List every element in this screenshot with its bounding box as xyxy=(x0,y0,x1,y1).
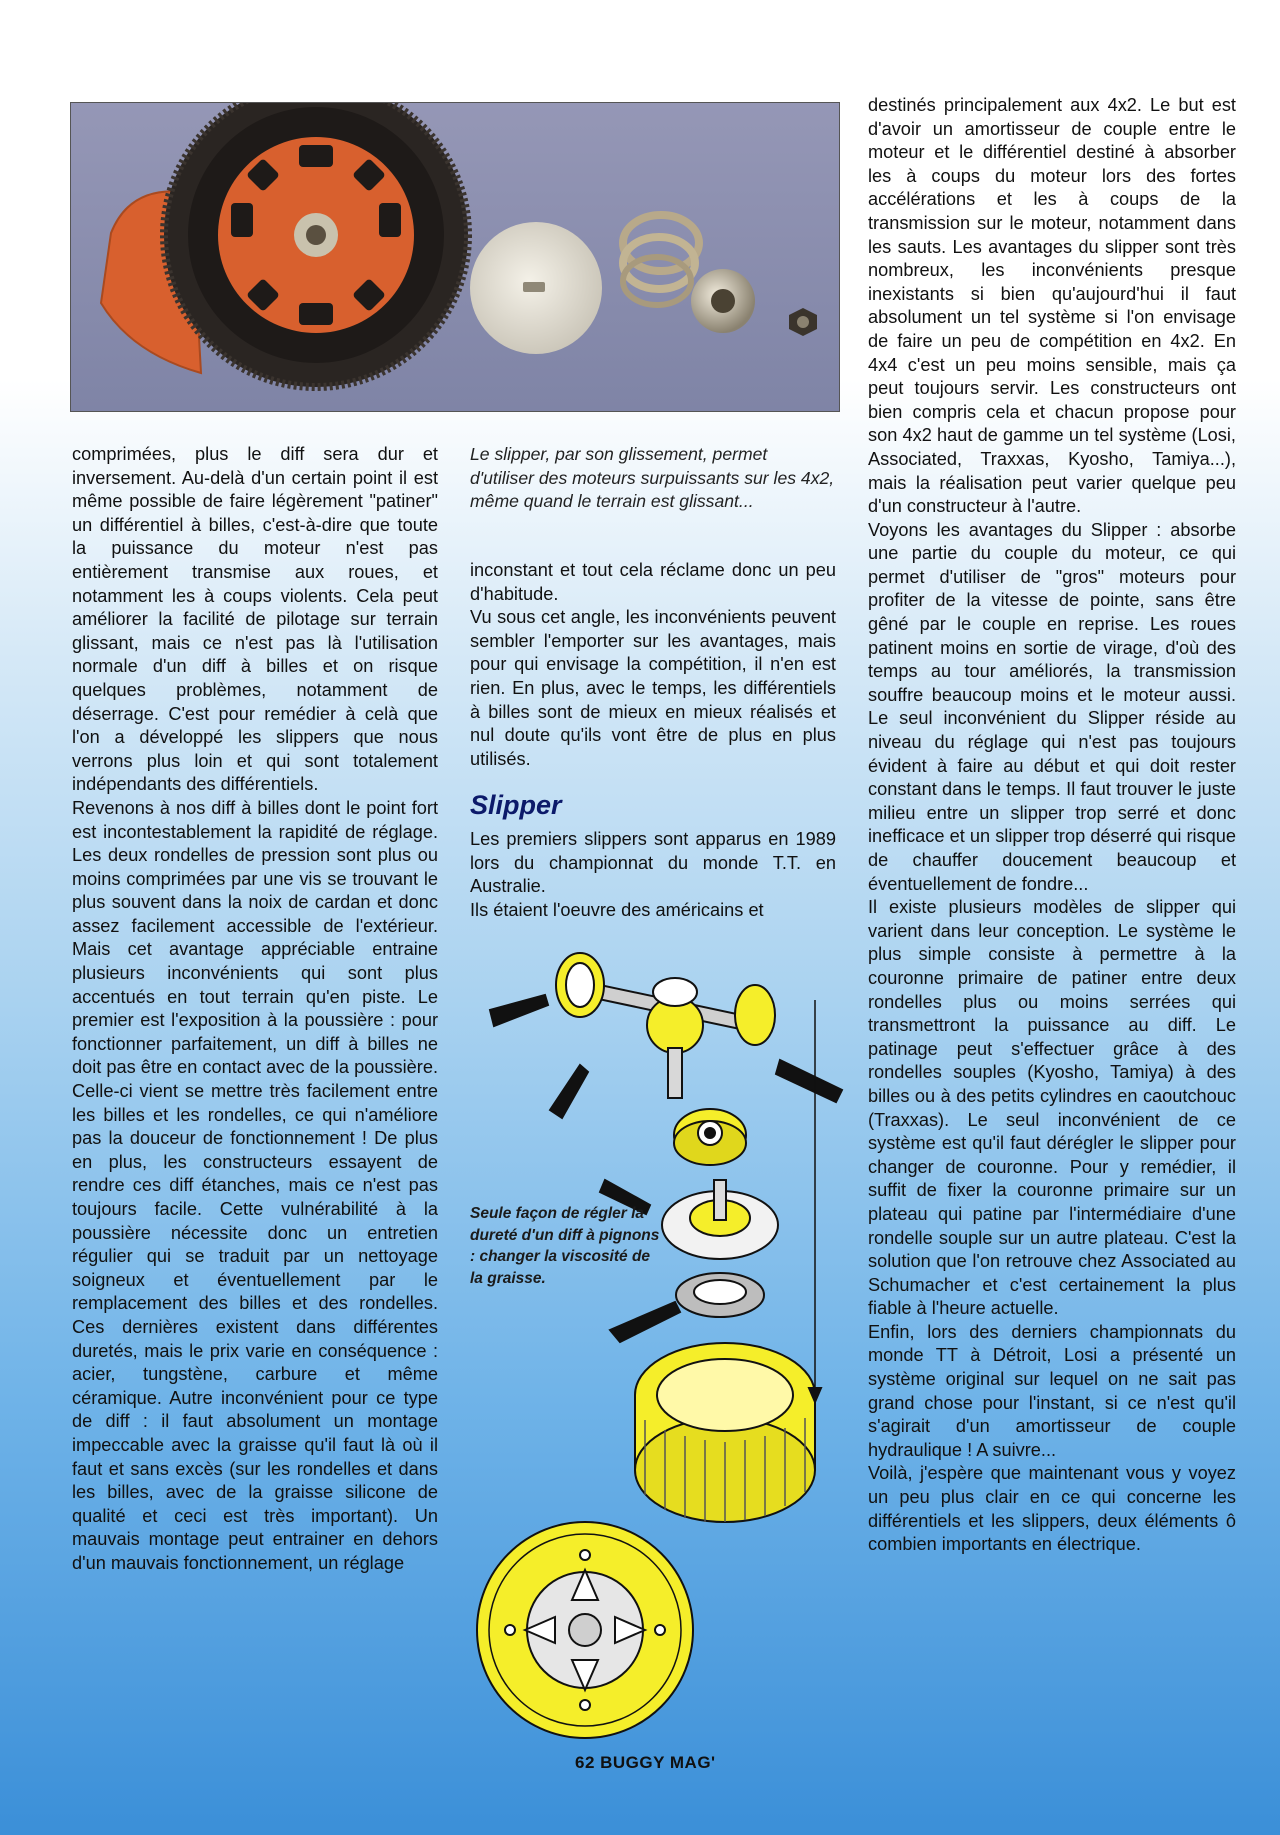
paragraph: Voilà, j'espère que maintenant vous y voyez un peu plus clair en ce qui concerne les différentiels et les slippers, deux éléments ô combien importants en électrique. xyxy=(868,1463,1236,1555)
paragraph: destinés principalement aux 4x2. Le but est d'avoir un amortisseur de couple entre le moteur et le différentiel destiné à absorber les à coups du moteur lors des fortes accélérations et les à coups de la transmission sur le moteur, notamment dans les sauts. Les avantages du slipper sont très nombreux, les inconvénients presque inexistants si bien qu'aujourd'hui il faut absolument un tel système si l'on envisage de faire un peu de compétition en 4x2. En 4x4 c'est un peu moins sensible, mais ça peut toujours servir. Les constructeurs ont bien compris cela et chacun propose pour son 4x2 haut de gamme un tel système (Losi, Associated, Traxxas, Kyosho, Tamiya...), mais la réalisation peut varier quelque peu d'un constructeur à l'autre. xyxy=(868,95,1236,517)
page-footer: 62 BUGGY MAG' xyxy=(575,1753,716,1772)
right-column xyxy=(868,94,1236,1557)
paragraph: comprimées, plus le diff sera dur et inversement. Au-delà d'un certain point il est même possible de faire légèrement "patiner" un différentiel à billes, c'est-à-dire que toute la puissance du moteur n'est pas entièrement transmise aux roues, et notamment les à coups violents. Cela peut améliorer la facilité de pilotage sur terrain glissant, mais ce n'est pas là l'utilisation normale d'un diff à billes et on risque quelques problèmes, notamment de déserrage. C'est pour remédier à celà que l'on a développé les slippers que nous verrons plus loin et qui sont totalement indépendants des différentiels. xyxy=(72,444,438,795)
paragraph: Vu sous cet angle, les inconvénients peuvent sembler l'emporter sur les avantages, mais pour qui envisage la compétition, il n'en est rien. En plus, avec le temps, les différentiels à billes sont de mieux en mieux réalisés et nul doute qu'ils vont être de plus en plus utilisés. xyxy=(470,607,836,769)
left-column xyxy=(72,443,438,1576)
middle-column xyxy=(470,559,836,771)
section-heading: Slipper xyxy=(470,790,562,820)
gear-diff-exploded-diagram xyxy=(470,940,870,1740)
slipper-intro xyxy=(470,828,836,922)
paragraph: Revenons à nos diff à billes dont le point fort est incontestablement la rapidité de réglage. Les deux rondelles de pression sont plus ou moins comprimées par une vis se trouvant le plus souvent dans la noix de cardan et donc assez facilement accessible de l'extérieur. Mais cet avantage appréciable entraine plusieurs inconvénients qui sont plus accentués en tout terrain qu'en piste. Le premier est l'exposition à la poussière : pour fonctionner parfaitement, un diff à billes ne doit pas être en contact avec de la poussière. Celle-ci vient se mettre très facilement entre les billes et les rondelles, ce qui n'améliore pas la douceur de fonctionnement ! De plus en plus, les constructeurs essayent de rendre ces diff étanches, mais ce n'est pas toujours facile. Cette vulnérabilité à la poussière nécessite donc un entretien régulier qui se traduit par un nettoyage soigneux et éventuellement par le remplacement des billes et des rondelles. Ces dernières existent dans différentes duretés, mais le prix varie en conséquence : acier, tungstène, carbure et même céramique. Autre inconvénient pour ce type de diff : il faut absolument un montage impeccable avec la graisse qu'il faut là où il faut et sans excès (sur les rondelles et dans les billes, avec de la graisse silicone de qualité et ceci est très important). Un mauvais montage peut entrainer en dehors d'un mauvais fonctionnement, un réglage xyxy=(72,797,438,1573)
paragraph: Il existe plusieurs modèles de slipper qui varient dans leur conception. Le système le plus simple consiste à permettre à la couronne primaire de patiner entre deux rondelles plus ou moins serrées qui transmettront la puissance au diff. Le patinage peut s'effectuer grâce à des rondelles souples (Kyosho, Tamiya) à des billes ou à des petits cylindres en caoutchouc (Traxxas). Le seul inconvénient de ce système est qu'il faut dérégler le slipper pour changer de couronne. Pour y remédier, il suffit de fixer la couronne primaire sur un plateau qui patine par l'intermédiaire d'une rondelle souple sur un autre plateau. C'est la solution que l'on retrouve chez Associated au Schumacher et c'est certainement la plus fiable à l'heure actuelle. xyxy=(868,897,1236,1319)
paragraph: Ils étaient l'oeuvre des américains et xyxy=(470,899,764,920)
paragraph: inconstant et tout cela réclame donc un peu d'habitude. xyxy=(470,560,836,604)
diagram-caption: Seule façon de régler la dureté d'un diff à pignons : changer la viscosité de la graisse. xyxy=(470,1205,660,1287)
photo-caption: Le slipper, par son glissement, permet d'utiliser des moteurs surpuissants sur les 4x2, même quand le terrain est glissant... xyxy=(470,444,835,511)
paragraph: Les premiers slippers sont apparus en 1989 lors du championnat du monde T.T. en Australie. xyxy=(470,829,836,897)
paragraph: Enfin, lors des derniers championnats du monde TT à Détroit, Losi a présenté un système original sur lequel on ne sait pas grand chose pour l'instant, si ce n'est qu'il s'agirait d'un amortisseur de couple hydraulique ! A suivre... xyxy=(868,1321,1236,1460)
paragraph: Voyons les avantages du Slipper : absorbe une partie du couple du moteur, ce qui permet d'utiliser de "gros" moteurs pour profiter de la vitesse de pointe, sans être gêné par le couple en reprise. Les roues patinent moins en sortie de virage, d'où des temps au tour améliorés, la transmission souffre beaucoup moins et le moteur aussi. Le seul inconvénient du Slipper réside au niveau du réglage qui n'est pas toujours évident à faire au début et qui doit rester constant dans le temps. Il faut trouver le juste milieu entre un slipper trop serré et donc inefficace et un slipper trop déserré qui risque de chauffer doucement beaucoup et éventuellement de fondre... xyxy=(868,519,1236,894)
slipper-parts-photo xyxy=(70,102,840,412)
